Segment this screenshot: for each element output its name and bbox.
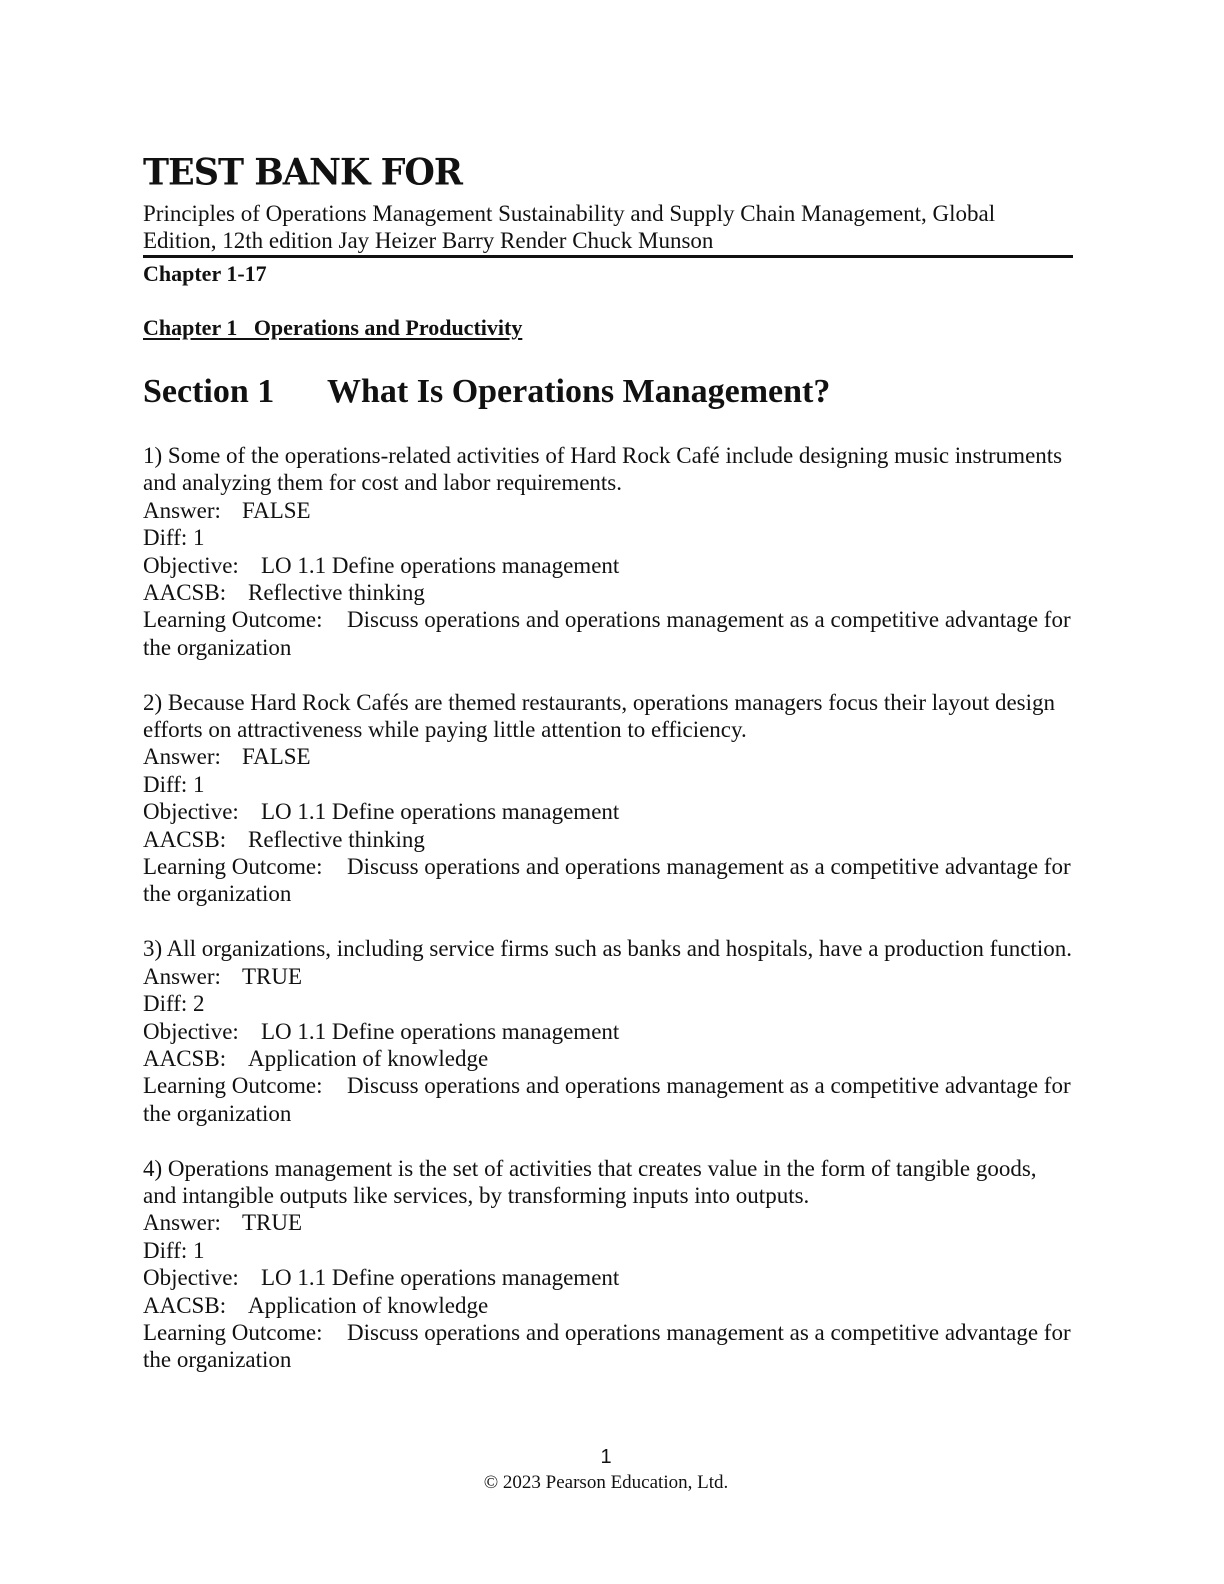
question-text: 1) Some of the operations-related activities of Hard Rock Café include designing music instruments and analyzing them for cost and labor requirements. (143, 443, 1063, 496)
answer-label: Answer: (143, 497, 221, 523)
aacsb-label: AACSB: (143, 580, 227, 606)
learning-outcome-line (143, 1319, 1073, 1374)
answer-label: Answer: (143, 744, 221, 770)
aacsb-label: AACSB: (143, 1292, 227, 1318)
section-heading (143, 372, 1073, 412)
difficulty-line: Diff: 1 (143, 525, 205, 551)
aacsb-label: AACSB: (143, 1045, 227, 1071)
aacsb-value: Application of knowledge (248, 1292, 489, 1318)
learning-outcome-line (143, 606, 1073, 661)
aacsb-label: AACSB: (143, 826, 227, 852)
learning-outcome-label: Learning Outcome: (143, 854, 323, 880)
document-page (143, 150, 1073, 1401)
objective-line (143, 798, 1073, 825)
question-item (143, 1155, 1073, 1374)
learning-outcome-label: Learning Outcome: (143, 1073, 323, 1099)
copyright-notice: © 2023 Pearson Education, Ltd. (483, 1472, 729, 1493)
difficulty-line: Diff: 1 (143, 771, 205, 797)
objective-value: LO 1.1 Define operations management (261, 1018, 620, 1044)
objective-label: Objective: (143, 552, 239, 578)
learning-outcome-value: Discuss operations and operations management as a competitive advantage for the organization (143, 607, 1071, 660)
learning-outcome-line (143, 1072, 1073, 1127)
chapter-range: Chapter 1-17 (143, 261, 267, 286)
section-number: Section 1 (143, 373, 275, 410)
answer-value: TRUE (242, 963, 303, 989)
objective-label: Objective: (143, 799, 239, 825)
answer-label: Answer: (143, 963, 221, 989)
objective-label: Objective: (143, 1018, 239, 1044)
answer-line (143, 743, 1073, 770)
objective-value: LO 1.1 Define operations management (261, 1265, 620, 1291)
section-title: What Is Operations Management? (327, 373, 831, 410)
question-item (143, 935, 1073, 1127)
question-text: 3) All organizations, including service firms such as banks and hospitals, have a production function. (143, 936, 1072, 962)
question-item (143, 689, 1073, 908)
chapter-heading: Chapter 1 Operations and Productivity (143, 315, 523, 340)
learning-outcome-value: Discuss operations and operations management as a competitive advantage for the organization (143, 1073, 1071, 1126)
question-list (143, 442, 1073, 1374)
question-item (143, 442, 1073, 661)
aacsb-line (143, 1292, 1073, 1319)
learning-outcome-value: Discuss operations and operations management as a competitive advantage for the organization (143, 1319, 1071, 1373)
learning-outcome-line (143, 853, 1073, 908)
answer-value: TRUE (242, 1210, 303, 1236)
objective-line (143, 1264, 1073, 1291)
page-footer (0, 1444, 1212, 1496)
answer-line (143, 497, 1073, 524)
aacsb-line (143, 579, 1073, 606)
aacsb-line (143, 1045, 1073, 1072)
answer-value: FALSE (242, 744, 311, 770)
aacsb-value: Reflective thinking (248, 580, 425, 606)
answer-label: Answer: (143, 1210, 221, 1236)
aacsb-value: Application of knowledge (248, 1045, 489, 1071)
objective-line (143, 552, 1073, 579)
book-title-line: Principles of Operations Management Sustainability and Supply Chain Management, Global Edition, 12th edition Jay Heizer Barry Render Chuck Munson (143, 200, 1073, 258)
objective-value: LO 1.1 Define operations management (261, 552, 620, 578)
page-number: 1 (600, 1446, 612, 1468)
objective-value: LO 1.1 Define operations management (261, 799, 620, 825)
objective-line (143, 1018, 1073, 1045)
answer-line (143, 963, 1073, 990)
question-text: 4) Operations management is the set of activities that creates value in the form of tangible goods, and intangible outputs like services, by transforming inputs into outputs. (143, 1155, 1037, 1208)
test-bank-title: TEST BANK FOR (143, 150, 462, 194)
aacsb-value: Reflective thinking (248, 826, 425, 852)
answer-value: FALSE (242, 497, 311, 523)
question-text: 2) Because Hard Rock Cafés are themed restaurants, operations managers focus their layout design efforts on attractiveness while paying little attention to efficiency. (143, 689, 1056, 743)
difficulty-line: Diff: 2 (143, 991, 205, 1017)
aacsb-line (143, 826, 1073, 853)
objective-label: Objective: (143, 1265, 239, 1291)
learning-outcome-label: Learning Outcome: (143, 1319, 323, 1345)
learning-outcome-label: Learning Outcome: (143, 607, 323, 633)
difficulty-line: Diff: 1 (143, 1237, 205, 1263)
learning-outcome-value: Discuss operations and operations management as a competitive advantage for the organization (143, 854, 1071, 907)
answer-line (143, 1209, 1073, 1236)
